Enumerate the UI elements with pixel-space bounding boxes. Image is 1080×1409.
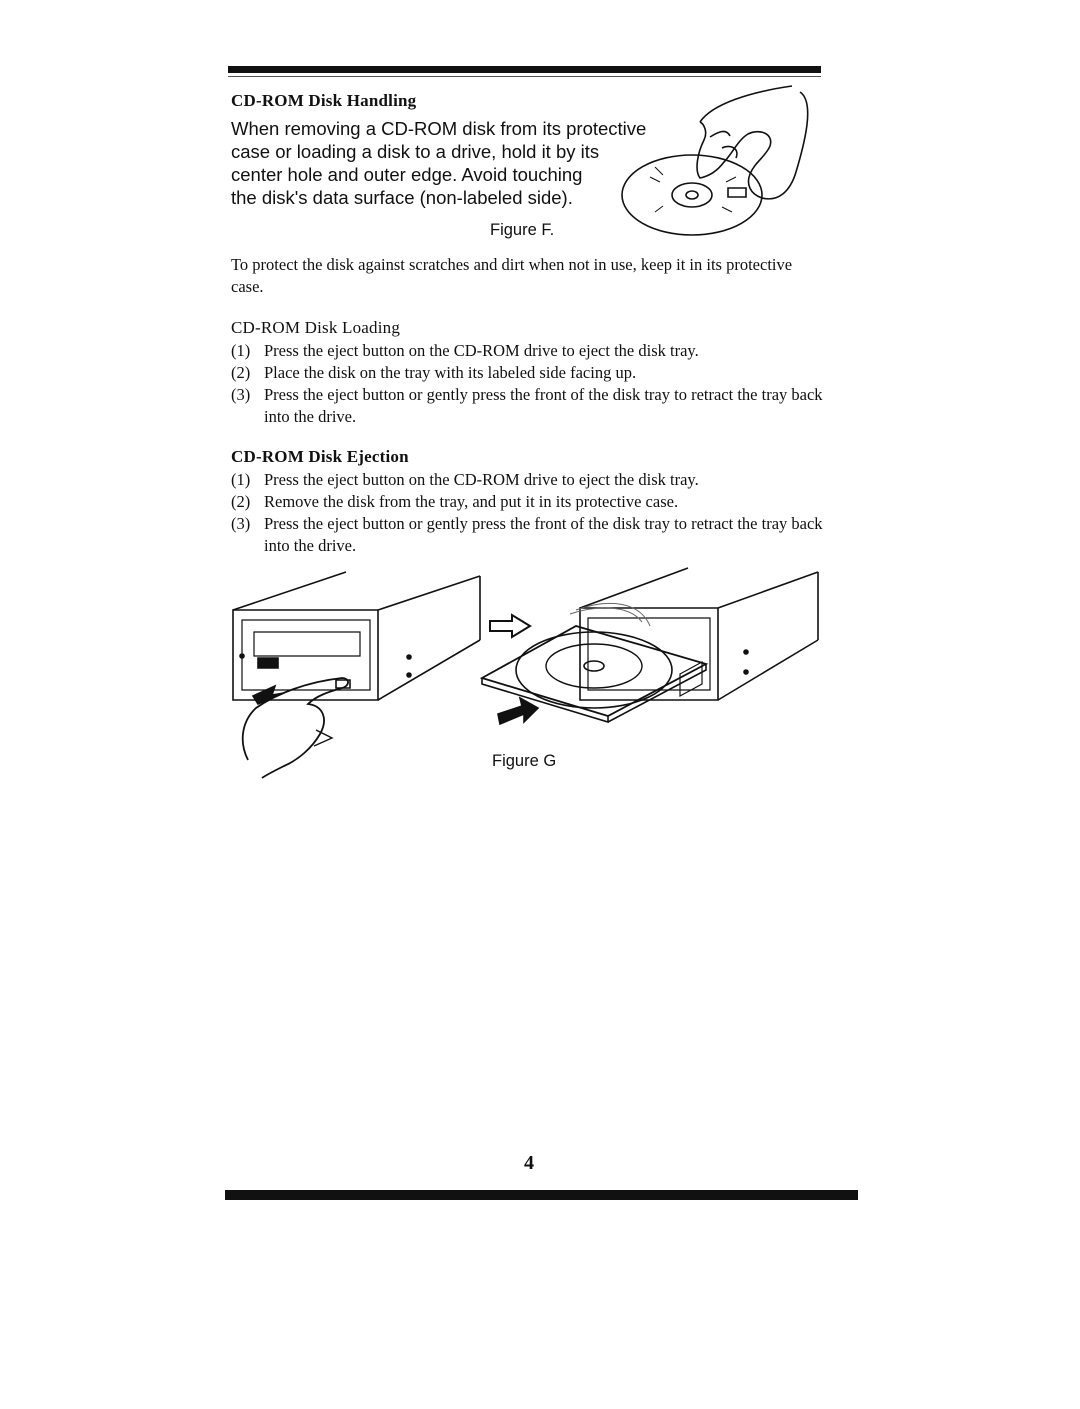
step-text: Press the eject button or gently press the front of the disk tray to retract the tray back into the drive.	[264, 514, 823, 555]
loading-step	[231, 384, 826, 427]
press-arrow-icon	[253, 686, 284, 704]
drive-body	[233, 610, 378, 700]
step-number: (2)	[231, 492, 251, 511]
step-text: Press the eject button or gently press the front of the disk tray to retract the tray back into the drive.	[264, 385, 823, 426]
protect-note: To protect the disk against scratches and dirt when not in use, keep it in its protective case.	[231, 255, 793, 296]
step-number: (1)	[231, 341, 251, 360]
loading-step	[231, 340, 826, 362]
step-number: (2)	[231, 363, 251, 382]
eject-direction-arrow-icon	[498, 698, 538, 724]
step-text: Remove the disk from the tray, and put it in its protective case.	[264, 492, 679, 511]
step-text: Place the disk on the tray with its labeled side facing up.	[264, 363, 637, 382]
handling-line: center hole and outer edge. Avoid touching	[231, 164, 583, 185]
handling-line: case or loading a disk to a drive, hold it by its	[231, 141, 600, 162]
disk-center-ring	[672, 183, 712, 207]
handling-line: When removing a CD-ROM disk from its protective	[231, 118, 647, 139]
page-number: 4	[524, 1152, 534, 1174]
figure-g-caption: Figure G	[492, 752, 557, 770]
figure-g-drive-eject-press-illustration	[228, 570, 488, 785]
step-text: Press the eject button on the CD-ROM drive to eject the disk tray.	[264, 341, 699, 360]
loading-heading-text: CD-ROM Disk Loading	[231, 318, 401, 337]
loading-heading	[231, 318, 400, 338]
top-rule-thin	[228, 76, 821, 77]
ejection-heading: CD-ROM Disk Ejection	[231, 447, 409, 466]
step-number: (3)	[231, 514, 251, 533]
loading-step	[231, 362, 826, 384]
figure-f-caption: Figure F.	[490, 221, 555, 239]
handling-heading: CD-ROM Disk Handling	[231, 91, 417, 110]
figure-g-drive-tray-ejected-illustration	[480, 566, 825, 736]
ejection-step	[231, 469, 826, 491]
top-rule	[228, 66, 821, 73]
handling-line: the disk's data surface (non-labeled side).	[231, 187, 573, 208]
step-text: Press the eject button on the CD-ROM drive to eject the disk tray.	[264, 470, 699, 489]
figure-f-disk-hand-illustration	[600, 82, 825, 242]
ejection-steps	[231, 469, 826, 557]
bottom-rule	[225, 1190, 858, 1200]
disk-outline	[622, 155, 762, 235]
handling-paragraph	[231, 117, 646, 209]
loading-steps	[231, 340, 826, 428]
step-number: (3)	[231, 385, 251, 404]
step-number: (1)	[231, 470, 251, 489]
disk-center-hole	[686, 191, 698, 199]
ejection-step	[231, 513, 826, 556]
hand-outline	[697, 86, 808, 199]
ejection-step	[231, 491, 826, 513]
